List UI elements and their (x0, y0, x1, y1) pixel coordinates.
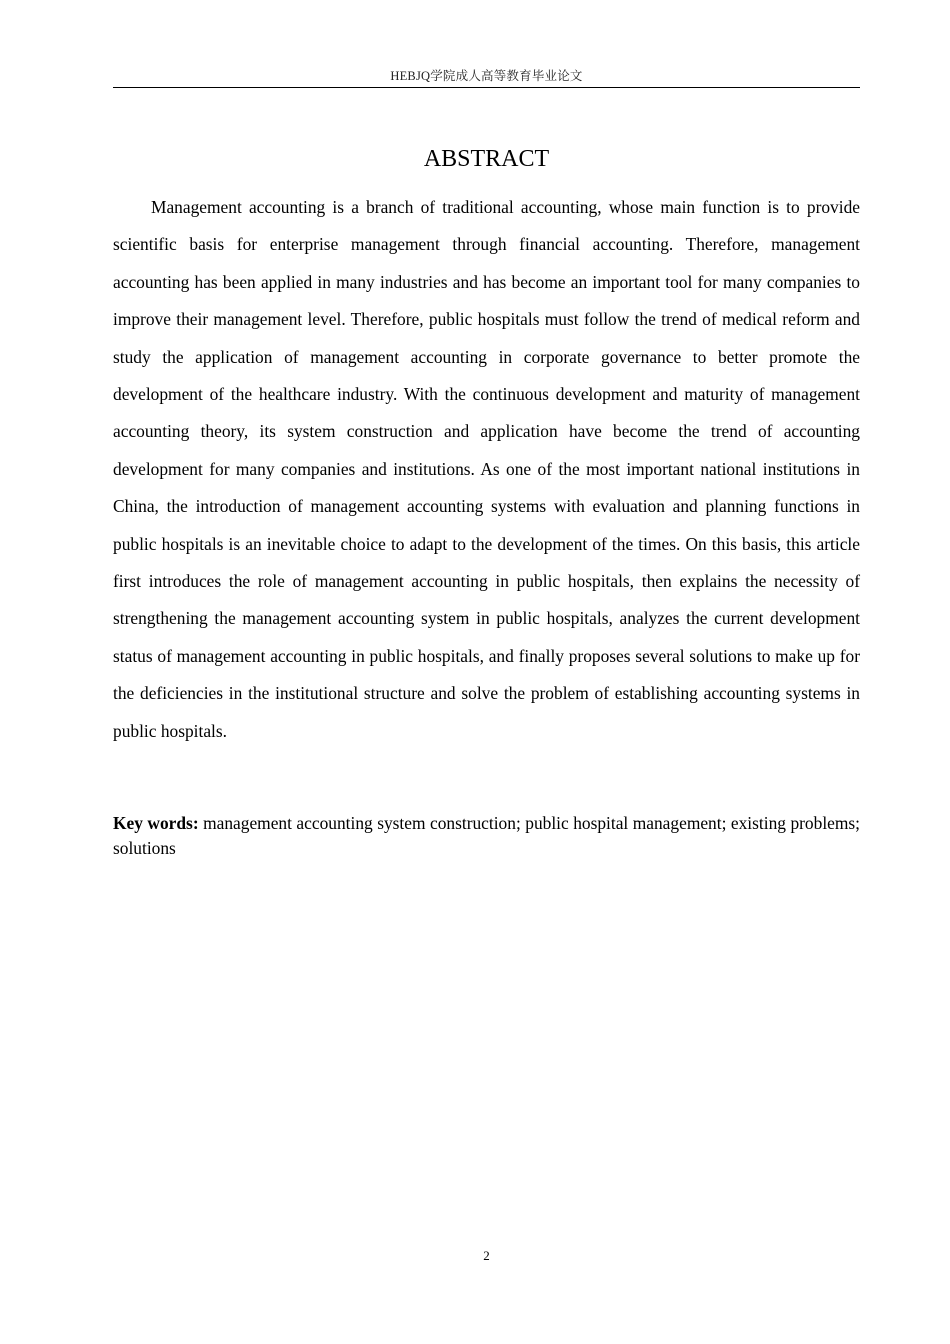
keywords-label: Key words: (113, 813, 199, 833)
keywords-paragraph (113, 811, 860, 861)
header-divider (113, 87, 860, 88)
abstract-body: Management accounting is a branch of traditional accounting, whose main function is to provide scientific basis for enterprise management through financial accounting. Therefore, management accounting has been applied in many industries and has become an important tool for many companies to improve their management level. Therefore, public hospitals must follow the trend of medical reform and study the application of management accounting in corporate governance to better promote the development of the healthcare industry. With the continuous development and maturity of management accounting theory, its system construction and application have become the trend of accounting development for many companies and institutions. As one of the most important national institutions in China, the introduction of management accounting systems with evaluation and planning functions in public hospitals is an inevitable choice to adapt to the development of the times. On this basis, this article first introduces the role of management accounting in public hospitals, then explains the necessity of strengthening the management accounting system in public hospitals, analyzes the current development status of management accounting in public hospitals, and finally proposes several solutions to make up for the deficiencies in the institutional structure and solve the problem of establishing accounting systems in public hospitals. (113, 197, 860, 741)
keywords-text: management accounting system construction; public hospital management; existing problems; solutions (113, 813, 860, 858)
running-header: HEBJQ学院成人高等教育毕业论文 (390, 69, 583, 83)
page-number: 2 (483, 1248, 490, 1263)
abstract-title: ABSTRACT (423, 146, 550, 172)
